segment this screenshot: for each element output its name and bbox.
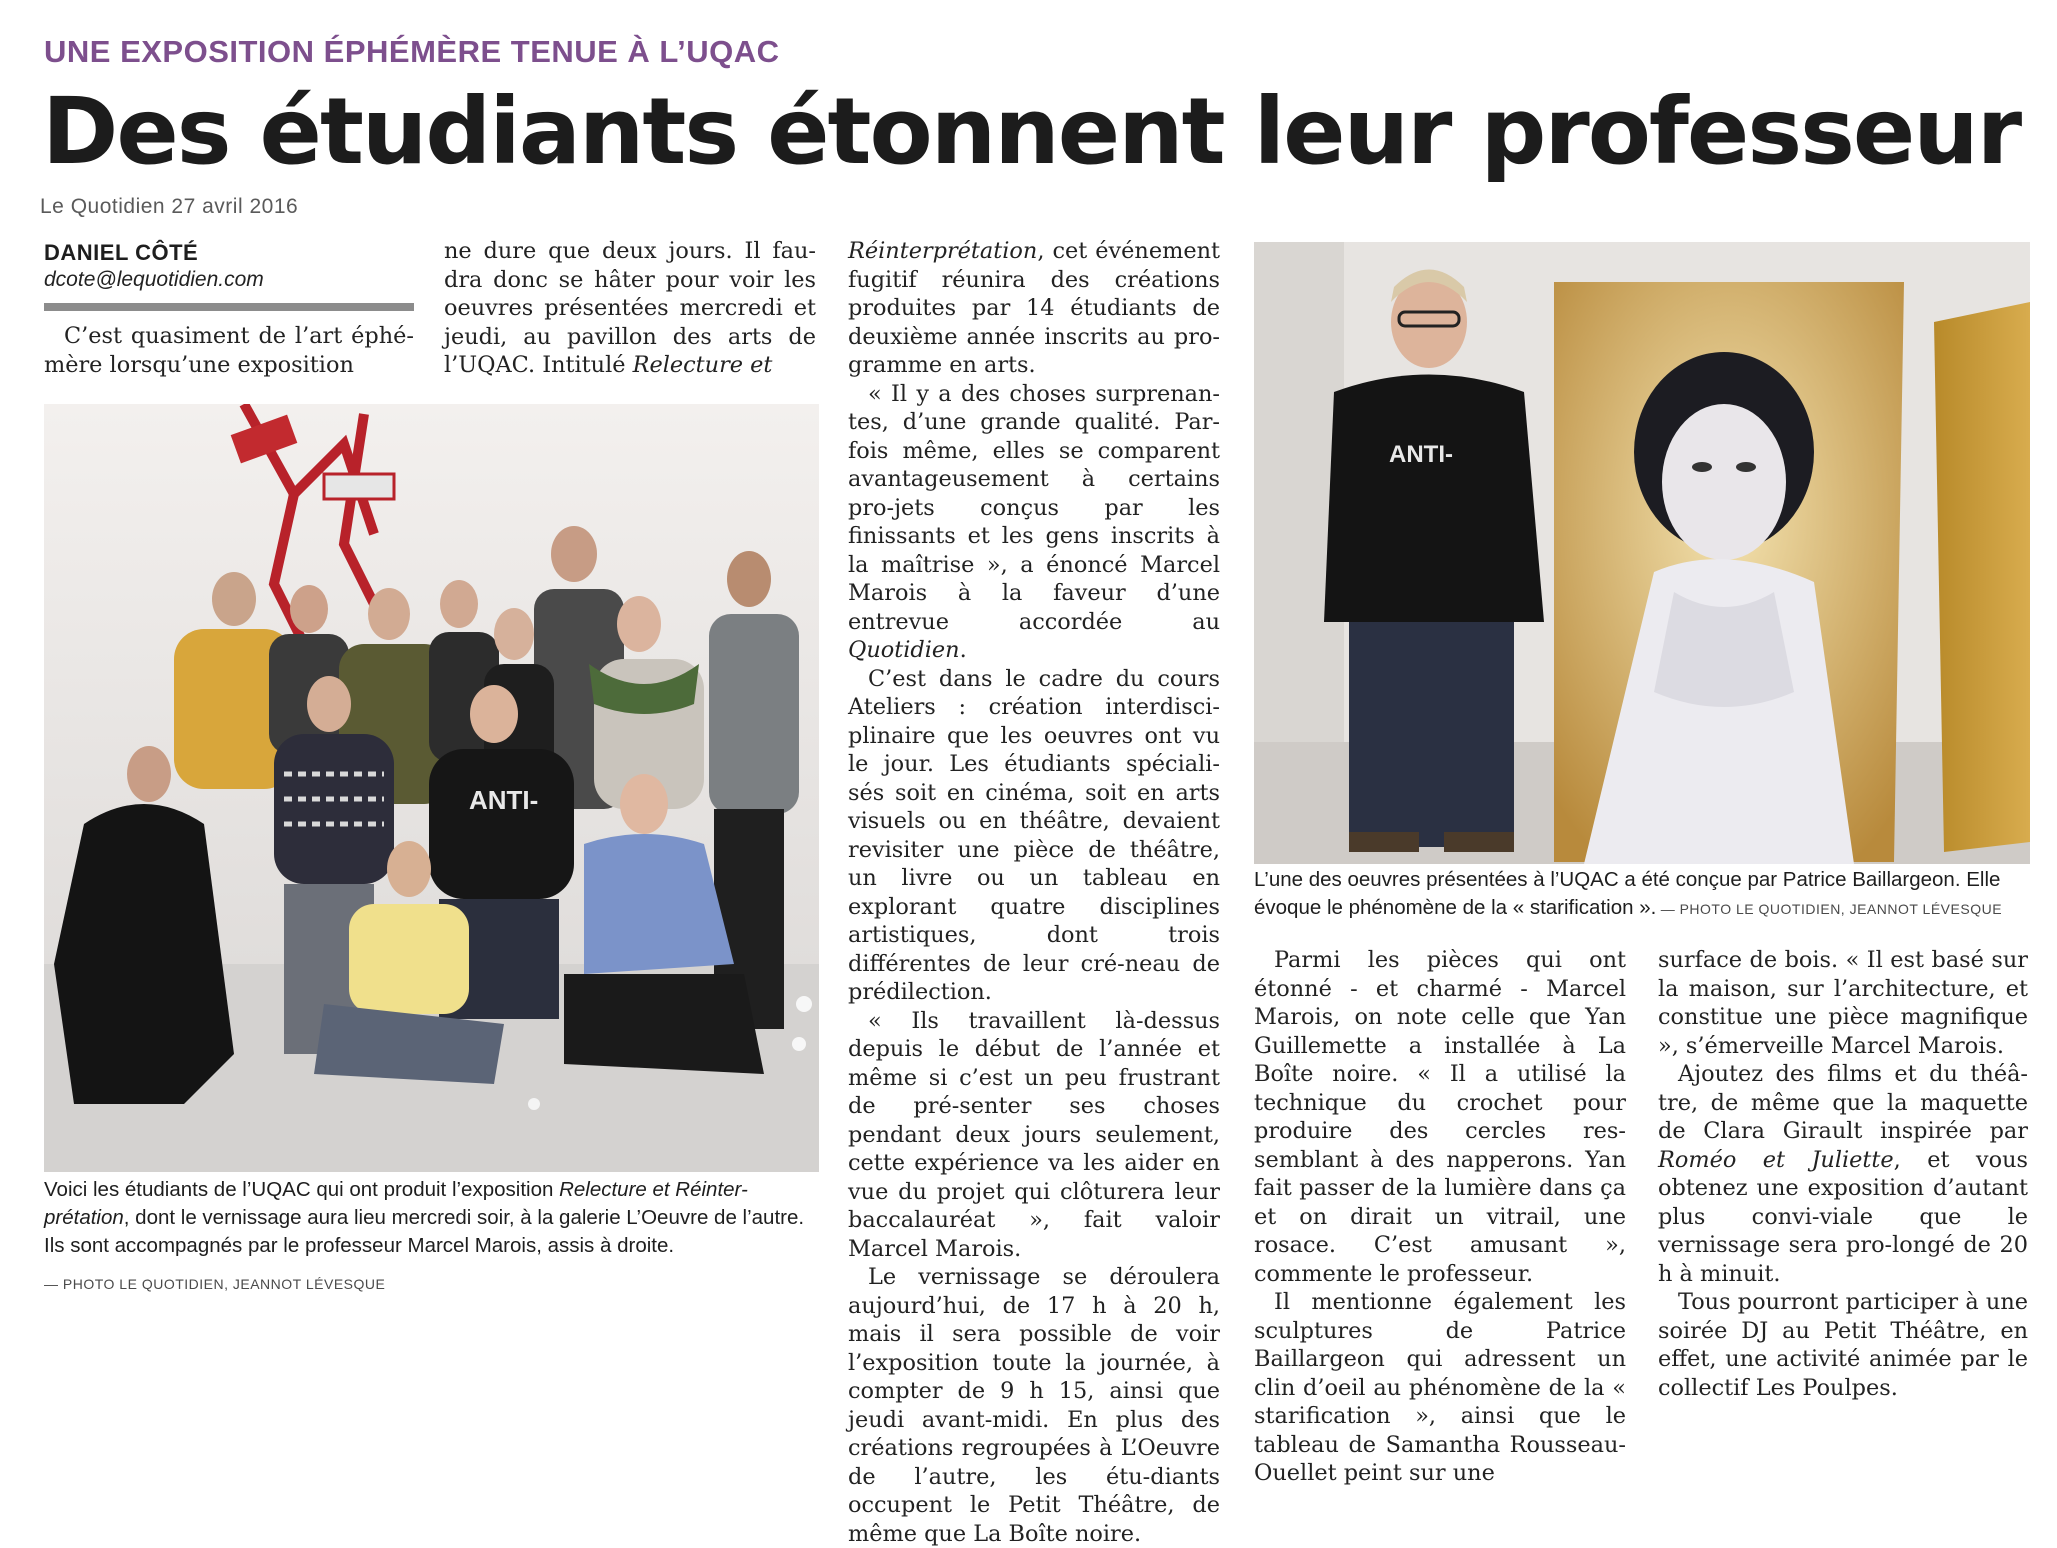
paragraph: « Il y a des choses surprenan-tes, d’une grande qualité. Par-fois même, elles se comparent avantageusement à certains pro-jets conçus par les finissants et les gens inscrits à la maîtrise », a énoncé Marcel Marois à la faveur d’une entrevue accordée au Quotidien. <box>848 380 1220 663</box>
artwork-photo-caption: L’une des oeuvres présentées à l’UQAC a été conçue par Patrice Baillargeon. Elle évoque le phénomène de la « starification ». — PHOTO LE QUOTIDIEN, JEANNOT LÉVESQUE <box>1254 868 2003 919</box>
paragraph: Parmi les pièces qui ont étonné - et charmé - Marcel Marois, on note celle que Yan Guillemette a installée à La Boîte noire. « Il a utilisé la technique du crochet pour produire des cercles res-semblant à des napperons. Yan fait passer de la lumière dans ça et on dirait un vitrail, une rosace. C’est amusant », commente le professeur. <box>1254 947 1626 1287</box>
paragraph: C’est dans le cadre du cours Ateliers : création interdisci-plinaire que les oeuvres ont vu le jour. Les étudiants spéciali-sés soit en cinéma, soit en arts visuels ou en théâtre, devaient revisiter une pièce de théâtre, un livre ou un tableau en explorant quatre disciplines artistiques, dont trois différentes de leur cré-neau de prédilection. <box>848 665 1220 1005</box>
byline-email[interactable]: dcote@lequotidien.com <box>44 268 264 291</box>
gold-panel <box>1934 302 2030 852</box>
paragraph: Réinterprétation, cet événement fugitif réunira des créations produites par 14 étudiants de deuxième année inscrits au pro-gramme en arts. <box>848 238 1220 378</box>
paragraph: Il mentionne également les sculptures de Patrice Baillargeon qui adressent un clin d’oeil au phénomène de la « starification », ainsi que le tableau de Samantha Rousseau-Ouellet peint sur une <box>1254 1289 1626 1486</box>
paragraph: surface de bois. « Il est basé sur la maison, sur l’architecture, et constitue une pièce magnifique », s’émerveille Marcel Marois. <box>1658 947 2028 1059</box>
group-photo-caption: Voici les étudiants de l’UQAC qui ont produit l’exposition Relecture et Réinter-prétation, dont le vernissage aura lieu mercredi soir, à la galerie L’Oeuvre de l’autre. Ils sont accompagnés par le professeur Marcel Marois, assis à droite. <box>44 1178 805 1257</box>
artwork-photo-credit: — PHOTO LE QUOTIDIEN, JEANNOT LÉVESQUE <box>1656 901 2003 917</box>
article-column-4 <box>1254 946 1626 1488</box>
byline-author: DANIEL CÔTÉ <box>44 240 199 265</box>
article-kicker: UNE EXPOSITION ÉPHÉMÈRE TENUE À L’UQAC <box>44 34 780 69</box>
paragraph: « Ils travaillent là-dessus depuis le début de l’année et même si c’est un peu frustrant de pré-senter ses choses pendant deux jours seulement, cette expérience va les aider en vue du projet qui clôturera leur baccalauréat », fait valoir Marcel Marois. <box>848 1007 1220 1262</box>
paragraph: ne dure que deux jours. Il fau-dra donc se hâter pour voir les oeuvres présentées mercredi et jeudi, au pavillon des arts de l’UQAC. Intitulé Relecture et <box>444 238 816 378</box>
artwork-photo <box>1254 242 2030 864</box>
shirt-text: ANTI- <box>1389 441 1453 468</box>
paragraph: Ajoutez des films et du théâ-tre, de même que la maquette de Clara Girault inspirée par Roméo et Juliette, et vous obtenez une exposition d’autant plus convi-viale que le vernissage sera pro-longé de 20 h à minuit. <box>1658 1061 2028 1287</box>
article-column-3 <box>848 237 1220 1548</box>
paragraph: Tous pourront participer à une soirée DJ au Petit Théâtre, en effet, une activité animée par le collectif Les Poulpes. <box>1658 1289 2028 1401</box>
article-column-2 <box>444 237 816 380</box>
paragraph: C’est quasiment de l’art éphé-mère lorsqu’une exposition <box>44 323 414 378</box>
byline-divider <box>44 303 414 311</box>
group-photo <box>44 404 819 1172</box>
article-column-1 <box>44 322 414 379</box>
shirt-text: ANTI- <box>469 785 539 815</box>
publication-source: Le Quotidien 27 avril 2016 <box>40 195 299 218</box>
article-column-5 <box>1658 946 2028 1402</box>
group-photo-credit: — PHOTO LE QUOTIDIEN, JEANNOT LÉVESQUE <box>44 1276 386 1292</box>
article-headline: Des étudiants étonnent leur professeur <box>42 78 2021 185</box>
paragraph: Le vernissage se déroulera aujourd’hui, de 17 h à 20 h, mais il sera possible de voir l’exposition toute la journée, à compter de 9 h 15, ainsi que jeudi avant-midi. En plus des créations regroupées à L’Oeuvre de l’autre, les étu-diants occupent le Petit Théâtre, de même que La Boîte noire. <box>848 1264 1220 1547</box>
